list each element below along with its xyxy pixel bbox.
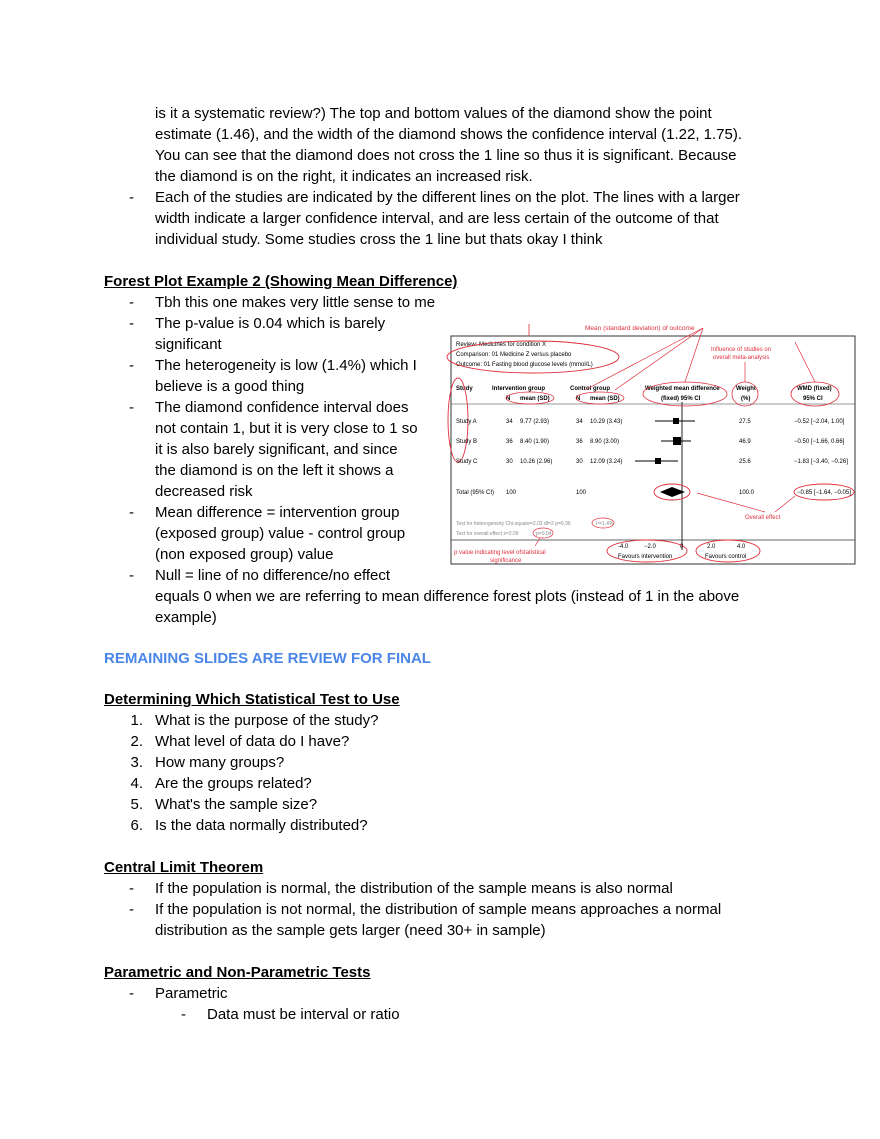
- bullet-dash: -: [129, 901, 134, 918]
- annotation-overall-effect: Overall effect: [745, 515, 781, 521]
- list-item: Is the data normally distributed?: [155, 817, 368, 834]
- list-item: Are the groups related?: [155, 775, 312, 792]
- favours-control: Favours control: [705, 554, 747, 560]
- list-item: What is the purpose of the study?: [155, 712, 379, 729]
- row-m2: 12.09 (3.24): [590, 459, 623, 465]
- row-m1: 10.26 (2.96): [520, 459, 553, 465]
- annotation-pvalue: p value indicating level ofstatistical: [454, 550, 546, 556]
- section-heading-clt: Central Limit Theorem: [104, 859, 264, 876]
- row-weight: 46.9: [739, 439, 751, 445]
- bullet-dash: -: [129, 880, 134, 897]
- forest-bullet: significant: [155, 336, 222, 353]
- row-m2: 10.29 (3.43): [590, 419, 623, 425]
- intro-line: the diamond is on the right, it indicates an increased risk.: [155, 168, 533, 185]
- header-mean-sd: mean (SD): [520, 396, 550, 402]
- header-n: N: [576, 396, 581, 402]
- annotation-mean-sd: Mean (standard deviation) of outcome: [585, 325, 695, 332]
- favours-intervention: Favours intervention: [618, 554, 673, 560]
- forest-bullet: believe is a good thing: [155, 378, 305, 395]
- param-bullet: Parametric: [155, 985, 228, 1002]
- forest-bullet: The heterogeneity is low (1.4%) which I: [155, 357, 417, 374]
- row-weight: 27.5: [739, 419, 751, 425]
- outcome-label: Outcome: 01 Fasting blood glucose levels (mmol/L): [456, 362, 593, 368]
- intro-line: estimate (1.46), and the width of the diamond shows the confidence interval (1.22, 1.75).: [155, 126, 743, 143]
- forest-bullet: the diamond is on the left it shows a: [155, 462, 394, 479]
- forest-bullet: Tbh this one makes very little sense to me: [155, 294, 436, 311]
- row-study: Study B: [456, 439, 478, 445]
- overall-test: Test for overall effect z=2.09: [456, 531, 519, 537]
- study-b-point: [673, 437, 681, 445]
- review-label: Review: Medicines for condition X: [456, 342, 547, 348]
- remaining-slides-note: REMAINING SLIDES ARE REVIEW FOR FINAL: [104, 650, 431, 667]
- bullet-dash: -: [129, 985, 134, 1002]
- total-label: Total (95% CI): [456, 490, 495, 496]
- intro-bullet-line: width indicate a larger confidence interval, and are less certain of the outcome of that: [155, 210, 719, 227]
- row-n2: 34: [576, 419, 583, 425]
- section-heading-forest-plot-2: Forest Plot Example 2 (Showing Mean Difference): [104, 273, 458, 290]
- section-heading-parametric: Parametric and Non-Parametric Tests: [104, 964, 371, 981]
- axis-tick: 4.0: [737, 544, 746, 550]
- total-n1: 100: [506, 490, 517, 496]
- axis-tick: -4.0: [618, 544, 629, 550]
- clt-bullet: If the population is normal, the distribution of the sample means is also normal: [155, 880, 673, 897]
- row-ci: −1.83 [−3.40, −0.26]: [794, 459, 848, 465]
- header-wmd-sub: (fixed) 95% CI: [661, 396, 701, 402]
- intro-line: You can see that the diamond does not cross the 1 line so thus it is significant. Because: [155, 147, 737, 164]
- axis-tick: −2.0: [644, 544, 656, 550]
- header-weight-sub: (%): [741, 396, 751, 402]
- bullet-dash: -: [129, 399, 134, 416]
- header-intervention: Intervention group: [492, 386, 545, 392]
- row-weight: 25.6: [739, 459, 751, 465]
- header-wmd-fixed: WMD (fixed): [797, 386, 832, 392]
- annotation-influence: overall meta-analysis: [713, 355, 770, 361]
- row-n2: 36: [576, 439, 583, 445]
- list-number: 4.: [130, 775, 143, 792]
- header-study: Study: [456, 386, 473, 392]
- forest-bullet: equals 0 when we are referring to mean difference forest plots (instead of 1 in the above: [155, 588, 740, 605]
- total-weight: 100.0: [739, 490, 755, 496]
- header-ci95: 95% CI: [803, 396, 823, 402]
- bullet-dash: -: [129, 567, 134, 584]
- i2-value: I²=1.4%: [596, 521, 614, 527]
- forest-bullet: Mean difference = intervention group: [155, 504, 400, 521]
- row-n1: 34: [506, 419, 513, 425]
- comparison-label: Comparison: 01 Medicine Z versus placebo: [456, 352, 572, 358]
- intro-line: is it a systematic review?) The top and bottom values of the diamond show the point: [155, 105, 712, 122]
- axis-tick: 0: [680, 544, 684, 550]
- row-m2: 8.90 (3.00): [590, 439, 620, 445]
- study-c-point: [655, 458, 661, 464]
- bullet-dash: -: [129, 504, 134, 521]
- annotation-influence: Influence of studies on: [711, 347, 772, 353]
- bullet-dash: -: [129, 294, 134, 311]
- clt-bullet: distribution as the sample gets larger (need 30+ in sample): [155, 922, 546, 939]
- header-mean-sd: mean (SD): [590, 396, 620, 402]
- row-ci: −0.52 [−2.04, 1.00]: [794, 419, 845, 425]
- forest-bullet: (non exposed group) value: [155, 546, 334, 563]
- row-m1: 9.77 (2.93): [520, 419, 550, 425]
- forest-bullet: (exposed group) value - control group: [155, 525, 406, 542]
- forest-bullet: decreased risk: [155, 483, 253, 500]
- forest-bullet: Null = line of no difference/no effect: [155, 567, 391, 584]
- row-n1: 36: [506, 439, 513, 445]
- forest-bullet: it is also barely significant, and since: [155, 441, 398, 458]
- total-ci: −0.85 [−1.64, −0.05]: [797, 490, 851, 496]
- bullet-dash: -: [181, 1006, 186, 1023]
- row-n2: 30: [576, 459, 583, 465]
- total-n2: 100: [576, 490, 587, 496]
- heterogeneity-test: Test for heterogeneity Chi-square=2.03 df=2 p=0.36: [456, 521, 571, 527]
- row-study: Study C: [456, 459, 478, 465]
- list-number: 2.: [130, 733, 143, 750]
- study-a-point: [673, 418, 679, 424]
- row-ci: −0.50 [−1.66, 0.66]: [794, 439, 845, 445]
- forest-plot-figure: [445, 320, 865, 578]
- list-item: What level of data do I have?: [155, 733, 350, 750]
- header-control: Control group: [570, 386, 610, 392]
- list-number: 6.: [130, 817, 143, 834]
- list-item: What's the sample size?: [155, 796, 318, 813]
- row-n1: 30: [506, 459, 513, 465]
- list-number: 1.: [130, 712, 143, 729]
- p-value: p=0.04: [536, 531, 552, 537]
- bullet-dash: -: [129, 189, 134, 206]
- forest-bullet: example): [155, 609, 217, 626]
- axis-tick: 2.0: [707, 544, 716, 550]
- header-weight: Weight: [736, 386, 756, 392]
- list-number: 3.: [130, 754, 143, 771]
- param-sub-bullet: Data must be interval or ratio: [207, 1006, 400, 1023]
- header-n: N: [506, 396, 511, 402]
- forest-bullet: The diamond confidence interval does: [155, 399, 409, 416]
- row-m1: 8.40 (1.90): [520, 439, 550, 445]
- forest-bullet: not contain 1, but it is very close to 1 so: [155, 420, 418, 437]
- header-wmd: Weighted mean difference: [645, 386, 720, 392]
- row-study: Study A: [456, 419, 477, 425]
- forest-bullet: The p-value is 0.04 which is barely: [155, 315, 386, 332]
- section-heading-stat-test: Determining Which Statistical Test to Use: [104, 691, 400, 708]
- list-item: How many groups?: [155, 754, 285, 771]
- list-number: 5.: [130, 796, 143, 813]
- bullet-dash: -: [129, 315, 134, 332]
- bullet-dash: -: [129, 357, 134, 374]
- intro-bullet-line: Each of the studies are indicated by the different lines on the plot. The lines with a larger: [155, 189, 740, 206]
- forest-plot-svg: [445, 320, 865, 578]
- annotation-pvalue: significance: [490, 558, 522, 564]
- clt-bullet: If the population is not normal, the distribution of sample means approaches a normal: [155, 901, 722, 918]
- intro-bullet-line: individual study. Some studies cross the 1 line but thats okay I think: [155, 231, 603, 248]
